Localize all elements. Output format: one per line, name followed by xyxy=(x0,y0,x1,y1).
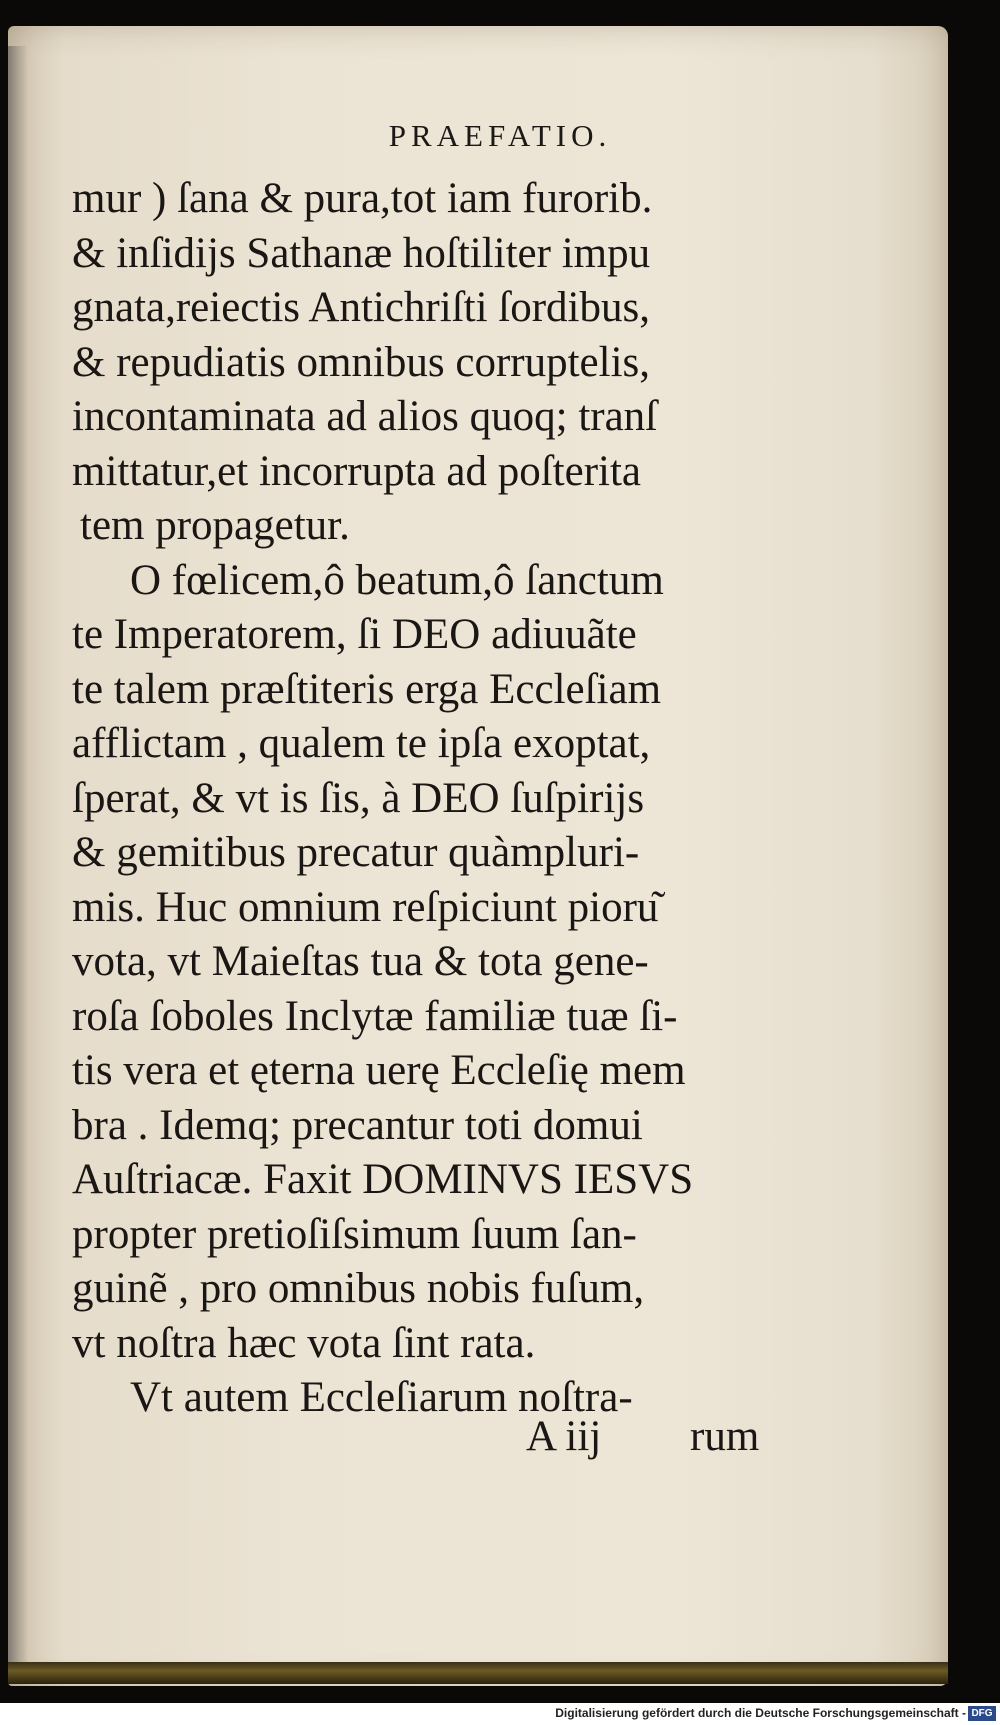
text-line: mis. Huc omnium reſpiciunt pioru͂ xyxy=(72,883,659,931)
text-line: O fœlicem,ô beatum,ô ſanctum xyxy=(130,556,664,604)
text-line: vt noſtra hæc vota ſint rata. xyxy=(72,1319,536,1367)
text-line: te Imperatorem, ſi DEO adiuuãte xyxy=(72,611,637,658)
text-line: & inſidijs Sathanæ hoſtiliter impu xyxy=(72,229,651,277)
text-line: roſa ſoboles Inclytæ familiæ tuæ ſi- xyxy=(72,992,678,1040)
text-line: Vt autem Eccleſiarum noſtra- xyxy=(130,1374,633,1421)
text-line: & gemitibus precatur quàmpluri- xyxy=(72,829,640,876)
dfg-logo-icon: DFG xyxy=(968,1706,996,1721)
body-text xyxy=(72,172,792,1426)
signature-mark: A iij xyxy=(526,1413,602,1460)
text-line: & repudiatis omnibus corruptelis, xyxy=(72,338,651,386)
running-head: PRAEFATIO. xyxy=(388,118,612,153)
text-line: tem propagetur. xyxy=(80,502,350,549)
text-line: bra . Idemq; precantur toti domui xyxy=(72,1101,643,1149)
text-line: Auſtriacæ. Faxit DOMINVS IESVS xyxy=(72,1156,694,1203)
catchword: rum xyxy=(690,1413,760,1460)
digitization-footer xyxy=(0,1703,1000,1725)
funding-credit: Digitalisierung gefördert durch die Deutsche Forschungsgemeinschaft - xyxy=(555,1706,966,1720)
text-line: te talem præſtiteris erga Eccleſiam xyxy=(72,665,662,713)
text-line: guinẽ , pro omnibus nobis fuſum, xyxy=(72,1265,645,1312)
text-line: ſperat, & vt is ſis, à DEO ſuſpirijs xyxy=(72,774,645,822)
page-gutter xyxy=(8,46,28,1666)
text-line: tis vera et ęterna uerę Eccleſię mem xyxy=(72,1047,686,1094)
text-line: incontaminata ad alios quoq; tranſ xyxy=(72,393,658,440)
text-line: afflictam , qualem te ipſa exoptat, xyxy=(72,720,651,767)
text-line: vota, vt Maieſtas tua & tota gene- xyxy=(72,938,649,985)
text-line: mur ) ſana & pura,tot iam furorib. xyxy=(72,175,653,222)
text-line: propter pretioſiſsimum ſuum ſan- xyxy=(72,1210,637,1258)
book-edge-strip xyxy=(8,1662,948,1684)
text-line: mittatur,et incorrupta ad poſterita xyxy=(72,447,642,495)
text-line: gnata,reiectis Antichriſti ſordibus, xyxy=(72,284,650,331)
